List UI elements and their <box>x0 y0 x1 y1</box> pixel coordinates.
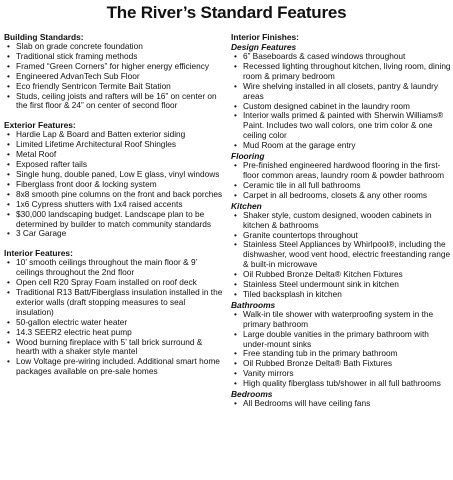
bullet-icon: • <box>7 208 10 219</box>
list-item-text: All Bedrooms will have ceiling fans <box>243 398 371 409</box>
bullet-icon: • <box>7 198 10 209</box>
list-item <box>231 290 451 300</box>
list-item-text: Engineered AdvanTech Sub Floor <box>16 70 140 81</box>
left-column <box>4 32 223 377</box>
list-item <box>4 210 223 230</box>
bullet-icon: • <box>234 378 237 389</box>
list-item <box>231 240 451 270</box>
bullet-icon: • <box>234 398 237 409</box>
list-item <box>231 379 451 389</box>
list-item <box>231 310 451 330</box>
bullet-icon: • <box>234 100 237 111</box>
list-item-text: Traditional stick framing methods <box>16 50 138 61</box>
flooring-heading: Flooring <box>231 151 265 162</box>
list-item <box>231 191 451 201</box>
bullet-icon: • <box>7 228 10 239</box>
bullet-icon: • <box>234 229 237 240</box>
list-item-text: 6” Baseboards & cased windows throughout <box>243 51 406 61</box>
list-item-text: Metal Roof <box>16 149 57 160</box>
kitchen-list <box>231 211 451 300</box>
bullet-icon: • <box>234 110 237 121</box>
kitchen-heading: Kitchen <box>231 200 262 211</box>
bullet-icon: • <box>234 308 237 319</box>
list-item-text: Carpet in all bedrooms, closets & any other rooms <box>243 189 427 200</box>
design-features-heading: Design Features <box>231 42 297 52</box>
bullet-icon: • <box>234 279 237 290</box>
list-item-text: Eco friendly Sentricon Termite Bait Station <box>16 80 171 91</box>
list-item-text: 10’ smooth ceilings throughout the main floor & 9’ ceilings throughout the 2nd floor <box>16 257 198 278</box>
bullet-icon: • <box>234 51 237 61</box>
list-item-text: Wood burning fireplace with 5’ tall brick surround & hearth with a shaker style mantel <box>16 336 203 357</box>
bullet-icon: • <box>234 348 237 359</box>
list-item <box>231 82 451 102</box>
list-item-text: Oil Rubbed Bronze Delta® Kitchen Fixtures <box>243 269 403 280</box>
list-item-text: 3 Car Garage <box>16 228 67 239</box>
list-item <box>4 92 223 112</box>
bullet-icon: • <box>7 139 10 150</box>
building-standards-list <box>4 42 223 111</box>
bullet-icon: • <box>234 80 237 91</box>
list-item <box>4 288 223 318</box>
bullet-icon: • <box>7 277 10 288</box>
bathrooms-list <box>231 310 451 389</box>
exterior-features-list <box>4 130 223 239</box>
bullet-icon: • <box>234 368 237 379</box>
list-item <box>231 111 451 141</box>
bullet-icon: • <box>7 168 10 179</box>
list-item-text: Fiberglass front door & locking system <box>16 178 157 189</box>
list-item <box>4 357 223 377</box>
bullet-icon: • <box>234 60 237 71</box>
list-item-text: Single hung, double paned, Low E glass, vinyl windows <box>16 168 220 179</box>
bullet-icon: • <box>234 239 237 250</box>
bullet-icon: • <box>7 60 10 71</box>
list-item <box>4 258 223 278</box>
bullet-icon: • <box>7 257 10 268</box>
list-item-text: Interior walls primed & painted with Sherwin Williams® Paint. Includes two wall colors, one trim color & one ceiling color <box>243 110 444 141</box>
list-item <box>4 338 223 358</box>
bullet-icon: • <box>7 316 10 327</box>
list-item-text: 1x6 Cypress shutters with 1x4 raised accents <box>16 198 183 209</box>
list-item <box>4 229 223 239</box>
bullet-icon: • <box>7 70 10 81</box>
list-item <box>231 62 451 82</box>
list-item-text: Open cell R20 Spray Foam installed on roof deck <box>16 277 197 288</box>
interior-features-list <box>4 258 223 377</box>
list-item-text: 14.3 SEER2 electric heat pump <box>16 326 132 337</box>
interior-features-heading: Interior Features: <box>4 248 73 259</box>
bullet-icon: • <box>7 80 10 91</box>
list-item-text: Walk-in tile shower with waterproofing system in the primary bathroom <box>243 308 434 329</box>
bullet-icon: • <box>234 179 237 190</box>
bullet-icon: • <box>7 90 10 101</box>
list-item-text: Mud Room at the garage entry <box>243 140 356 151</box>
bullet-icon: • <box>234 269 237 280</box>
list-item-text: Hardie Lap & Board and Batten exterior siding <box>16 129 186 140</box>
bullet-icon: • <box>234 189 237 200</box>
list-item-text: Recessed lighting throughout kitchen, living room, dining room & primary bedroom <box>243 60 451 81</box>
bullet-icon: • <box>7 178 10 189</box>
bullet-icon: • <box>7 336 10 347</box>
list-item <box>231 330 451 350</box>
bullet-icon: • <box>7 41 10 51</box>
list-item-text: Limited Lifetime Architectural Roof Shingles <box>16 139 177 150</box>
bullet-icon: • <box>7 129 10 140</box>
bathrooms-heading: Bathrooms <box>231 299 276 310</box>
right-column <box>231 32 451 409</box>
design-features-list <box>231 52 451 151</box>
list-item-text: Traditional R13 Batt/Fiberglass insulation installed in the exterior walls (draft stopping measures to seal insulation) <box>16 287 223 317</box>
bullet-icon: • <box>7 149 10 160</box>
list-item-text: High quality fiberglass tub/shower in all full bathrooms <box>243 378 441 389</box>
flooring-list <box>231 161 451 201</box>
bullet-icon: • <box>7 326 10 337</box>
exterior-features-heading: Exterior Features: <box>4 120 76 131</box>
list-item-text: Slab on grade concrete foundation <box>16 41 143 51</box>
list-item-text: Ceramic tile in all full bathrooms <box>243 179 361 190</box>
bullet-icon: • <box>234 160 237 171</box>
list-item-text: Oil Rubbed Bronze Delta® Bath Fixtures <box>243 358 393 369</box>
bullet-icon: • <box>7 356 10 367</box>
list-item <box>231 161 451 181</box>
list-item-text: Low Voltage pre-wiring included. Additional smart home packages available on pre-sale homes <box>16 356 220 377</box>
page-title: The River’s Standard Features <box>106 3 347 22</box>
list-item-text: Shaker style, custom designed, wooden cabinets in kitchen & bathrooms <box>243 209 432 230</box>
list-item-text: Tiled backsplash in kitchen <box>243 288 342 299</box>
bullet-icon: • <box>234 140 237 151</box>
bullet-icon: • <box>234 288 237 299</box>
list-item-text: Wire shelving installed in all closets, pantry & laundry areas <box>243 80 439 101</box>
list-item-text: Large double vanities in the primary bathroom with under-mount sinks <box>243 328 429 349</box>
list-item-text: Granite countertops throughout <box>243 229 358 240</box>
list-item <box>231 141 451 151</box>
bullet-icon: • <box>7 159 10 170</box>
bullet-icon: • <box>7 188 10 199</box>
bullet-icon: • <box>234 358 237 369</box>
list-item-text: 50-gallon electric water heater <box>16 316 128 327</box>
list-item-text: Stainless Steel undermount sink in kitchen <box>243 279 399 290</box>
list-item-text: Framed “Green Corners” for higher energy efficiency <box>16 60 210 71</box>
list-item-text: $30,000 landscaping budget. Landscape plan to be determined by builder to match community standards <box>16 208 212 229</box>
bullet-icon: • <box>7 287 10 298</box>
list-item-text: Vanity mirrors <box>243 368 294 379</box>
list-item-text: Studs, ceiling joists and rafters will be 16” on center on the first floor & 24” on center of second floor <box>16 90 217 111</box>
list-item-text: Stainless Steel Appliances by Whirlpool®, including the dishwasher, wood vent hood, electric freestanding range & built-in microwave <box>243 239 451 270</box>
list-item-text: Custom designed cabinet in the laundry room <box>243 100 410 111</box>
bedrooms-heading: Bedrooms <box>231 389 273 400</box>
list-item-text: 8x8 smooth pine columns on the front and back porches <box>16 188 223 199</box>
list-item-text: Exposed rafter tails <box>16 159 88 170</box>
list-item-text: Free standing tub in the primary bathroom <box>243 348 398 359</box>
bedrooms-list <box>231 399 451 409</box>
list-item <box>231 399 451 409</box>
list-item-text: Pre-finished engineered hardwood flooring in the first-floor common areas, laundry room & powder bathroom <box>243 160 445 180</box>
list-item <box>231 211 451 231</box>
bullet-icon: • <box>7 50 10 61</box>
interior-finishes-heading: Interior Finishes: <box>231 32 299 42</box>
building-standards-heading: Building Standards: <box>4 32 84 42</box>
bullet-icon: • <box>234 328 237 339</box>
bullet-icon: • <box>234 209 237 220</box>
